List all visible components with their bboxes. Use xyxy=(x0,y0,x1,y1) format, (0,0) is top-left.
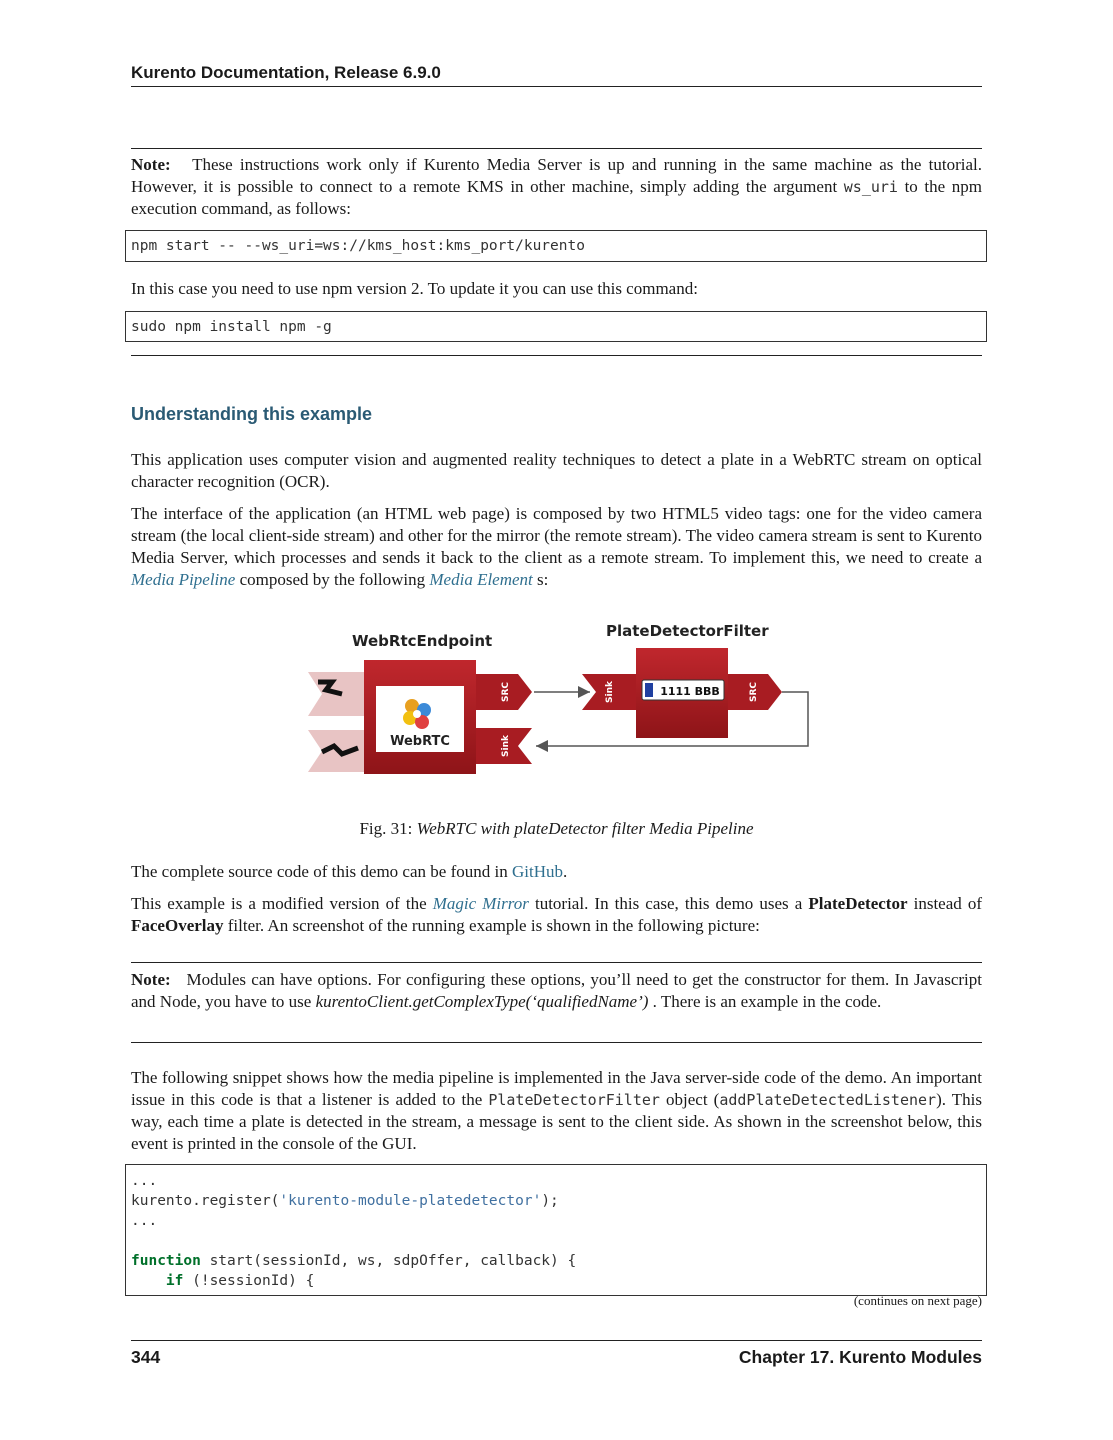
chapter-title: Chapter 17. Kurento Modules xyxy=(738,1347,982,1367)
caption-text: WebRTC with plateDetector filter Media Pipeline xyxy=(416,819,754,838)
caption-number: Fig. 31: xyxy=(359,819,413,838)
paragraph: In this case you need to use npm version 2. To update it you can use this command: xyxy=(131,279,698,298)
continues-note: (continues on next page) xyxy=(853,1293,982,1308)
plate-eu-icon xyxy=(645,683,653,697)
header-rule xyxy=(131,86,982,87)
complex-type-call: kurentoClient.getComplexType(‘qualifiedName’) xyxy=(315,992,649,1011)
section-heading: Understanding this example xyxy=(131,404,373,424)
endpoint-src-label: SRC xyxy=(501,681,511,703)
media-element-link[interactable]: Media Element xyxy=(429,570,533,589)
paragraph: This application uses computer vision and augmented reality techniques to detect a plate in a WebRTC stream on optical character recognition (OCR). xyxy=(131,450,982,491)
media-pipeline-link[interactable]: Media Pipeline xyxy=(131,570,236,589)
note-label: Note: xyxy=(131,155,171,174)
note-top-rule xyxy=(131,962,982,963)
paragraph: The interface of the application (an HTML web page) is composed by two HTML5 video tags: one for the video camera stream (the local client-side stream) and other for the mirror (the remote stream). The video camera stream is sent to Kurento Media Server, which processes and sends it back to the client as a remote stream. To implement this, we need to create a Media Pipeline composed by the following Media Element s: xyxy=(131,504,982,589)
inline-code: addPlateDetectedListener xyxy=(719,1091,937,1109)
pipeline-figure xyxy=(300,612,820,792)
note-paragraph: Note: Modules can have options. For configuring these options, you’ll need to get the constructor for them. In Javascript and Node, you have to use kurentoClient.getComplexType(‘qualifiedName’) . There is an example in the code. xyxy=(131,970,983,1011)
paragraph: The complete source code of this demo can be found in GitHub. xyxy=(131,862,568,881)
page-number: 344 xyxy=(131,1347,161,1367)
magic-mirror-link[interactable]: Magic Mirror xyxy=(432,894,529,913)
note-bottom-rule xyxy=(131,355,982,356)
code-block xyxy=(125,311,987,342)
note-paragraph: Note: These instructions work only if Kurento Media Server is up and running in the same machine as the tutorial. However, it is possible to connect to a remote KMS in other machine, simply adding the argument ws_uri to the npm execution command, as follows: xyxy=(131,155,983,218)
code-line: ... xyxy=(131,1213,158,1229)
endpoint-sink-label: Sink xyxy=(501,735,511,757)
code-block xyxy=(125,230,987,262)
running-header: Kurento Documentation, Release 6.9.0 xyxy=(131,63,441,82)
code-listing xyxy=(125,1164,987,1296)
code-line: ... xyxy=(131,1173,158,1189)
filter-sink-label: Sink xyxy=(605,681,615,703)
figure-caption xyxy=(0,819,1113,839)
npm-start-command: npm start -- --ws_uri=ws://kms_host:kms_port/kurento xyxy=(131,238,585,254)
note-top-rule xyxy=(131,148,982,149)
npm-update-command: sudo npm install npm -g xyxy=(131,319,332,335)
plate-text: 1111 BBB xyxy=(660,685,720,698)
paragraph: The following snippet shows how the media pipeline is implemented in the Java server-side code of the demo. An important issue in this code is that a listener is added to the PlateDetectorFilter object (addPlateDetectedListener). This way, each time a plate is detected in the stream, a message is sent to the client side. As shown in the screenshot below, this event is printed in the console of the GUI. xyxy=(131,1068,982,1153)
inline-code: ws_uri xyxy=(843,178,898,196)
code-line xyxy=(131,1231,981,1251)
code-line: if (!sessionId) { xyxy=(165,1273,315,1289)
code-line: kurento.register('kurento-module-platedetector'); xyxy=(131,1193,559,1209)
footer-rule xyxy=(131,1340,982,1341)
inline-code: PlateDetectorFilter xyxy=(488,1091,660,1109)
note-label: Note: xyxy=(131,970,171,989)
filter-src-label: SRC xyxy=(749,681,759,703)
code-line: function start(sessionId, ws, sdpOffer, callback) { xyxy=(131,1253,577,1269)
note-bottom-rule xyxy=(131,1042,982,1043)
plate-filter-label: PlateDetectorFilter xyxy=(606,622,769,640)
paragraph: This example is a modified version of the Magic Mirror tutorial. In this case, this demo uses a PlateDetector instead of FaceOverlay filter. An screenshot of the running example is shown in the following picture: xyxy=(131,894,983,935)
webrtc-endpoint-label: WebRtcEndpoint xyxy=(352,632,493,650)
webrtc-logo-text: WebRTC xyxy=(390,734,450,749)
github-link[interactable]: GitHub xyxy=(511,862,563,881)
